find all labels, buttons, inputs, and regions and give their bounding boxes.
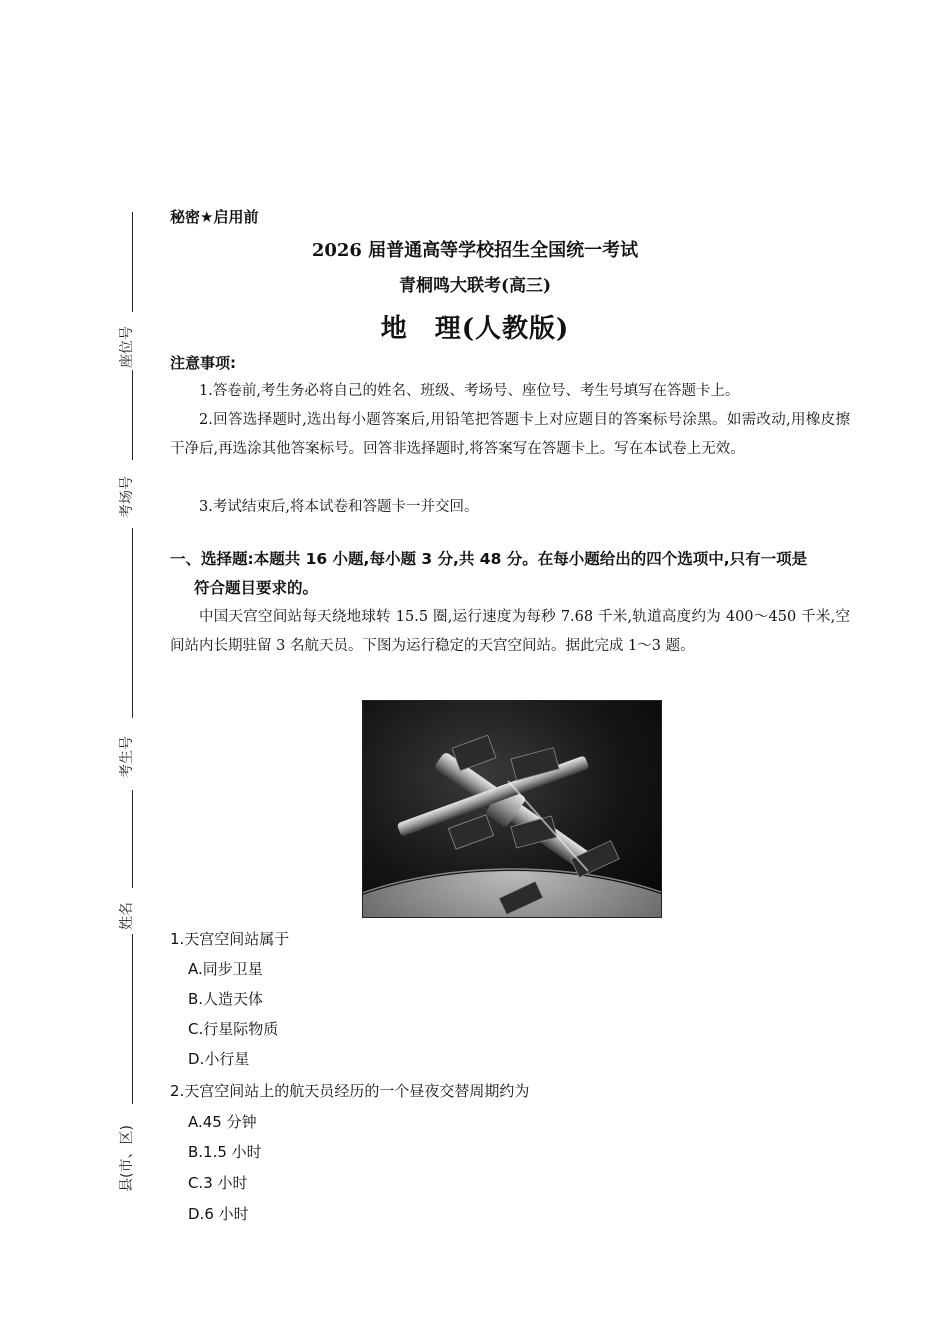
question-1-option-c: C.行星际物质 <box>188 1020 279 1038</box>
section-heading-line1: 一、选择题:本题共 16 小题,每小题 3 分,共 48 分。在每小题给出的四个选项中,只有一项是 <box>170 550 808 568</box>
question-2-stem: 2.天宫空间站上的航天员经历的一个昼夜交替周期约为 <box>170 1082 530 1100</box>
notice-item-3: 3.考试结束后,将本试卷和答题卡一并交回。 <box>199 499 479 515</box>
passage: 中国天宫空间站每天绕地球转 15.5 圈,运行速度为每秒 7.68 千米,轨道高度约为 400～450 千米,空间站内长期驻留 3 名航天员。下图为运行稳定的天宫空间站。据此完成 1～3 题。 <box>170 609 850 654</box>
margin-label-room: 考场号 <box>119 476 135 518</box>
exam-subtitle: 青桐鸣大联考(高三) <box>398 276 552 296</box>
question-2-option-b: B.1.5 小时 <box>188 1143 262 1161</box>
space-station-illustration <box>363 701 661 917</box>
margin-label-name: 姓名 <box>119 902 135 930</box>
notice-item-1: 1.答卷前,考生务必将自己的姓名、班级、考场号、座位号、考生号填写在答题卡上。 <box>199 383 740 399</box>
question-1-option-d: D.小行星 <box>188 1050 250 1068</box>
question-2-option-a: A.45 分钟 <box>188 1113 257 1131</box>
question-1-option-a: A.同步卫星 <box>188 960 263 978</box>
subject-title: 地 理(人教版) <box>380 314 570 344</box>
margin-label-exam-no: 考生号 <box>119 736 135 778</box>
notice-item-2: 2.回答选择题时,选出每小题答案后,用铅笔把答题卡上对应题目的答案标号涂黑。如需改动,用橡皮擦干净后,再选涂其他答案标号。回答非选择题时,将答案写在答题卡上。写在本试卷上无效。 <box>170 412 850 457</box>
margin-line-2 <box>132 370 133 460</box>
secret-mark: 秘密★启用前 <box>170 208 259 226</box>
margin-line-4 <box>132 790 133 888</box>
margin-line-3 <box>132 528 133 718</box>
space-station-photo <box>362 700 662 918</box>
margin-line-5 <box>132 934 133 1104</box>
exam-title: 2026 届普通高等学校招生全国统一考试 <box>311 240 639 261</box>
section-heading-line2: 符合题目要求的。 <box>194 579 319 597</box>
question-2-option-c: C.3 小时 <box>188 1174 248 1192</box>
question-1-stem: 1.天宫空间站属于 <box>170 930 290 948</box>
notice-heading: 注意事项: <box>170 354 236 372</box>
margin-label-county: 县(市、区) <box>119 1125 135 1192</box>
margin-line-1 <box>132 212 133 312</box>
margin-label-seat: 座位号 <box>119 326 135 368</box>
question-2-option-d: D.6 小时 <box>188 1205 249 1223</box>
section-heading <box>170 545 852 603</box>
question-1-option-b: B.人造天体 <box>188 990 264 1008</box>
